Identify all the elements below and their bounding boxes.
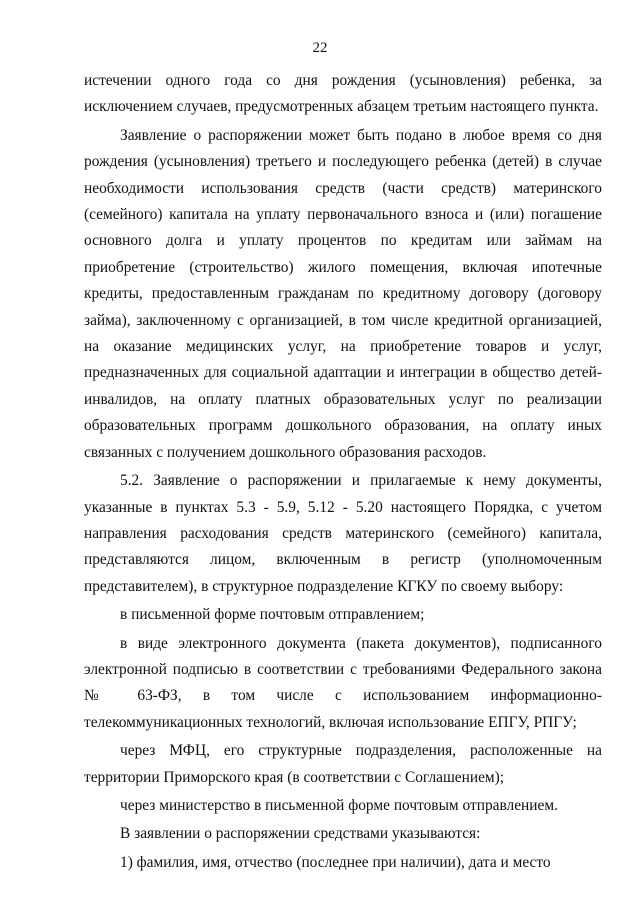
paragraph-submission-ministry: через министерство в письменной форме почтовым отправлением. (120, 796, 558, 814)
paragraph-application-contents: В заявлении о распоряжении средствами указываются: (120, 825, 481, 843)
paragraph-item-1: 1) фамилия, имя, отчество (последнее при наличии), дата и место (120, 853, 551, 871)
document-body (84, 68, 602, 876)
paragraph-submission-electronic: в виде электронного документа (пакета документов), подписанного электронной подписью в соответствии с требованиями Федерального закона № 63-ФЗ, в том числе с использованием информационно-телекоммуникационных технологий, включая использование ЕПГУ, РПГУ; (84, 634, 602, 731)
paragraph-submission-by-mail: в письменной форме почтовым отправлением; (120, 606, 425, 624)
page-number: 22 (312, 40, 328, 56)
paragraph-application-timing: Заявление о распоряжении может быть подано в любое время со дня рождения (усыновления) третьего и последующего ребенка (детей) в случае необходимости использования средств (части средств) материнского (семейного) капитала на уплату первоначального взноса и (или) погашение основного долга и уплату процентов по кредитам или займам на приобретение (строительство) жилого помещения, включая ипотечные кредиты, предоставленным гражданам по кредитному договору (договору займа), заключенному с организацией, в том числе кредитной организацией, на оказание медицинских услуг, на приобретение товаров и услуг, предназначенных для социальной адаптации и интеграции в общество детей-инвалидов, на оплату платных образовательных услуг по реализации образовательных программ дошкольного образования, на оплату иных связанных с получением дошкольного образования расходов. (84, 126, 602, 461)
paragraph-continuation: истечении одного года со дня рождения (усыновления) ребенка, за исключением случаев, предусмотренных абзацем третьим настоящего пункта. (84, 72, 602, 116)
paragraph-submission-mfc: через МФЦ, его структурные подразделения, расположенные на территории Приморского края (в соответствии с Соглашением); (84, 742, 602, 786)
paragraph-section-5-2: 5.2. Заявление о распоряжении и прилагаемые к нему документы, указанные в пунктах 5.3 - 5.9, 5.12 - 5.20 настоящего Порядка, с учетом направления расходования средств материнского (семейного) капитала, представляются лицом, включенным в регистр (уполномоченным представителем), в структурное подразделение КГКУ по своему выбору: (84, 472, 602, 595)
